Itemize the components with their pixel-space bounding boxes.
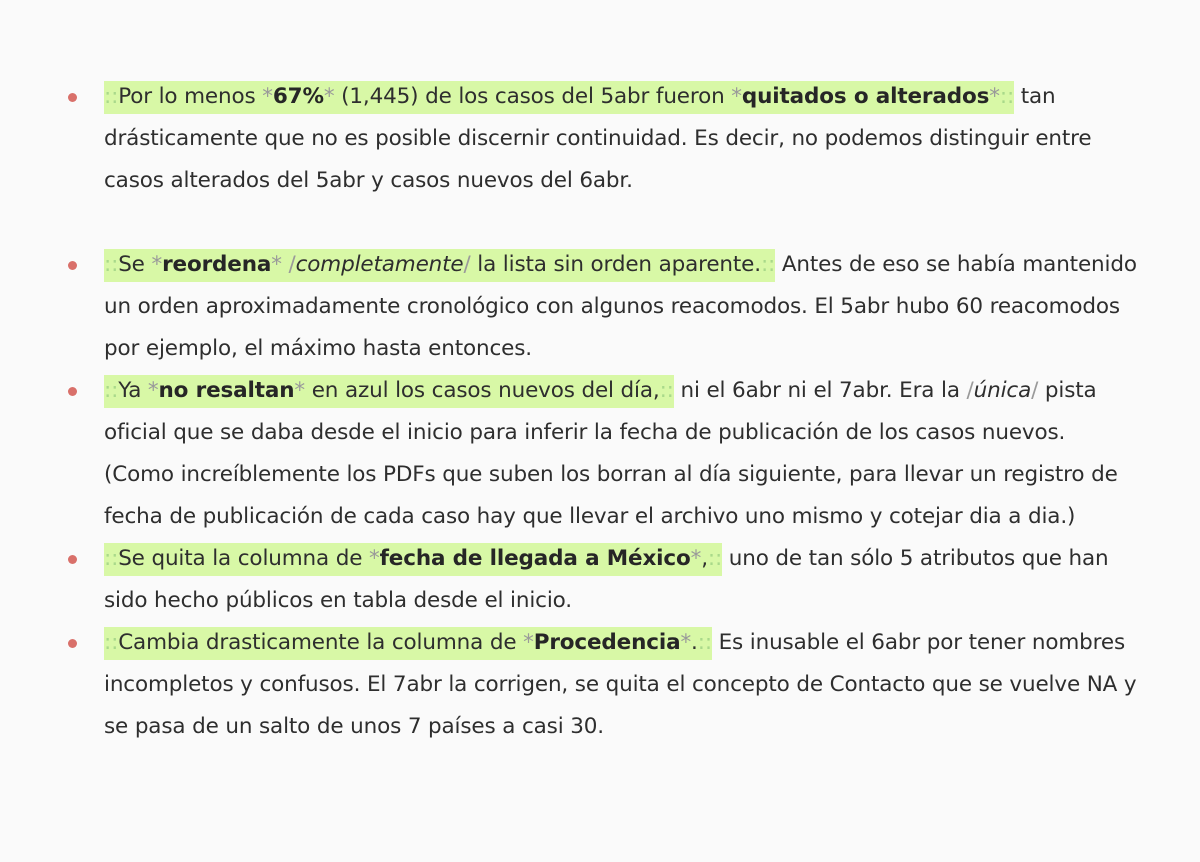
colon-marker: ::	[999, 84, 1015, 109]
text: ,	[701, 546, 708, 571]
highlight	[104, 249, 775, 282]
text: Es inusable el 6abr por tener nombres incompletos y confusos. El 7abr la corrigen, se quita el concepto de Contacto que se vuelve NA y se pasa de un salto de unos 7 países a casi 30.	[104, 630, 1137, 739]
bold-text: fecha de llegada a México	[379, 546, 691, 571]
text: Por lo menos	[118, 84, 263, 109]
list-item	[0, 244, 1200, 370]
bullet-dot-icon	[68, 261, 77, 270]
text: la lista sin orden aparente.	[470, 252, 761, 277]
star-marker: *	[294, 378, 306, 403]
colon-marker: ::	[760, 252, 776, 277]
colon-marker: ::	[104, 252, 119, 277]
slash-marker: /	[463, 252, 471, 277]
text: Se quita la columna de	[118, 546, 369, 571]
highlight	[104, 81, 1014, 114]
colon-marker: ::	[104, 378, 119, 403]
star-marker: *	[151, 252, 163, 277]
list-item	[0, 76, 1200, 202]
text: Antes de eso se había mantenido un orden aproximadamente cronológico con algunos reacomodos. El 5abr hubo 60 reacomodos por ejemplo, el máximo hasta entonces.	[104, 252, 1137, 361]
colon-marker: ::	[104, 84, 119, 109]
list-item	[0, 622, 1200, 748]
star-marker: *	[368, 546, 380, 571]
bullet-dot-icon	[68, 387, 77, 396]
bold-text: 67%	[272, 84, 324, 109]
colon-marker: ::	[104, 630, 119, 655]
slash-marker: /	[1031, 378, 1039, 403]
star-marker: *	[262, 84, 273, 109]
text: (1,445) de los casos del 5abr fueron	[334, 84, 732, 109]
star-marker: *	[323, 84, 335, 109]
text: .	[691, 630, 698, 655]
bullet-dot-icon	[68, 555, 77, 564]
highlight	[104, 543, 722, 576]
bullet-dot-icon	[68, 93, 77, 102]
star-marker: *	[680, 630, 692, 655]
star-marker: *	[147, 378, 159, 403]
bold-text: Procedencia	[533, 630, 681, 655]
italic-text: completamente	[295, 252, 464, 277]
bullet-list	[0, 76, 1200, 748]
star-marker: *	[690, 546, 702, 571]
star-marker: *	[989, 84, 1000, 109]
text: Cambia drasticamente la columna de	[118, 630, 524, 655]
colon-marker: ::	[104, 546, 119, 571]
slash-marker: /	[966, 378, 974, 403]
bold-text: reordena	[162, 252, 272, 277]
text: ni el 6abr ni el 7abr. Era la	[673, 378, 967, 403]
star-marker: *	[731, 84, 742, 109]
star-marker: *	[271, 252, 282, 277]
text	[282, 252, 289, 277]
text: pista oficial que se daba desde el inicio para inferir la fecha de publicación de los casos nuevos. (Como increíblemente los PDFs que suben los borran al día siguiente, para llevar un registro de fecha de publicación de cada caso hay que llevar el archivo uno mismo y cotejar dia a dia.)	[104, 378, 1118, 529]
star-marker: *	[523, 630, 534, 655]
text: en azul los casos nuevos del día,	[305, 378, 660, 403]
colon-marker: ::	[697, 630, 712, 655]
text: uno de tan sólo 5 atributos que han sido hecho públicos en tabla desde el inicio.	[104, 546, 1109, 613]
text: Ya	[118, 378, 148, 403]
bold-text: quitados o alterados	[741, 84, 990, 109]
highlight	[104, 627, 712, 660]
text: tan drásticamente que no es posible discernir continuidad. Es decir, no podemos distinguir entre casos alterados del 5abr y casos nuevos del 6abr.	[104, 84, 1092, 193]
highlight	[104, 375, 674, 408]
bold-text: no resaltan	[158, 378, 295, 403]
list-item	[0, 538, 1200, 622]
slash-marker: /	[288, 252, 296, 277]
italic-text: única	[973, 378, 1032, 403]
text: Se	[118, 252, 152, 277]
document-body	[0, 76, 1200, 748]
colon-marker: ::	[659, 378, 674, 403]
colon-marker: ::	[707, 546, 723, 571]
bullet-dot-icon	[68, 639, 77, 648]
list-item	[0, 370, 1200, 538]
